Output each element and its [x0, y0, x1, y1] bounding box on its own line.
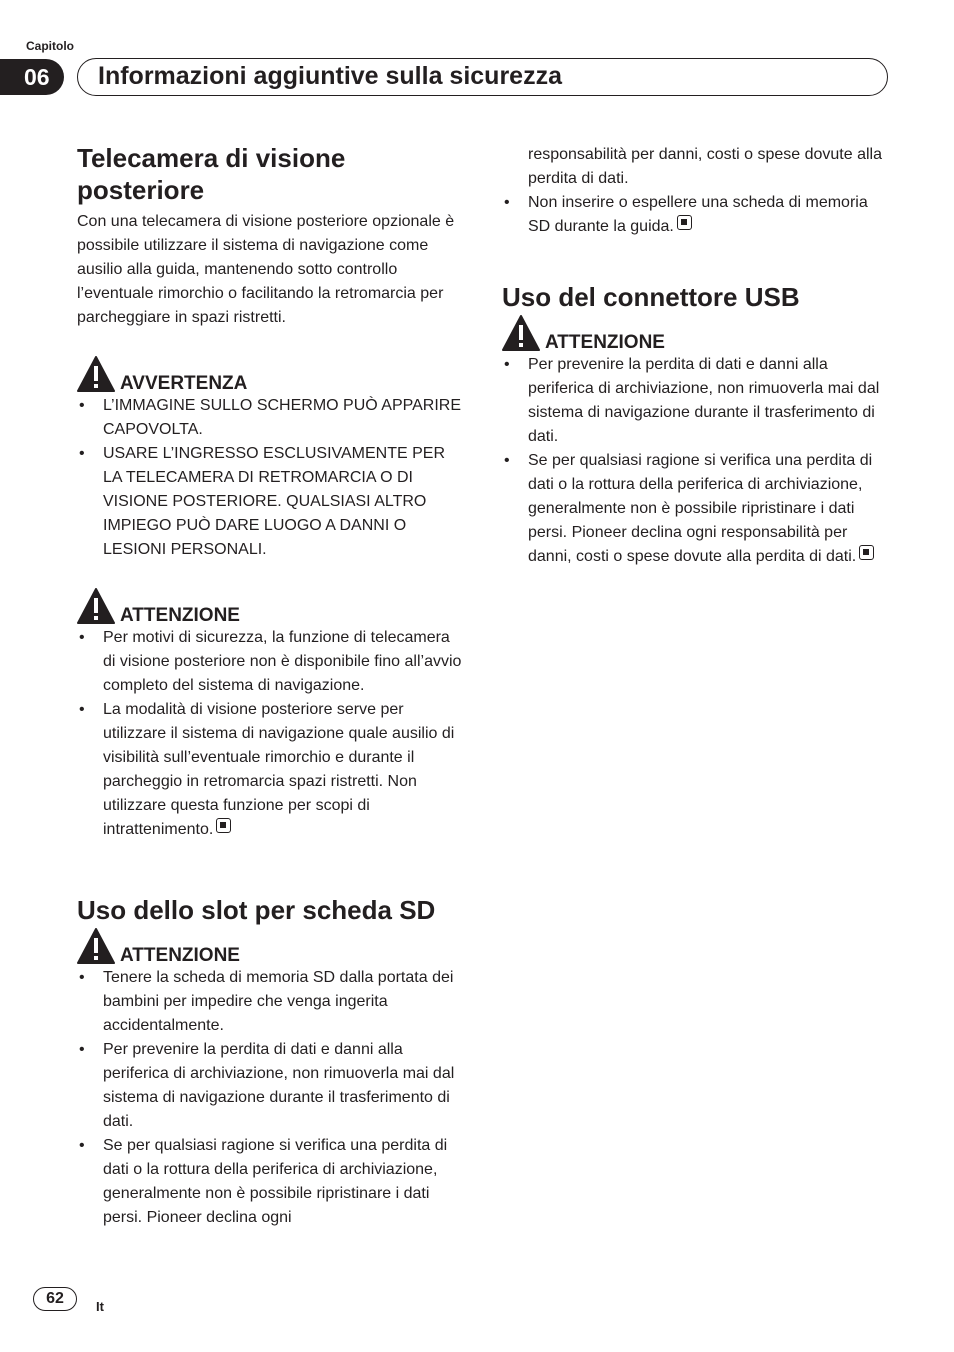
- list-item: • USARE L’INGRESSO ESCLUSIVAMENTE PER LA TELECAMERA DI RETROMARCIA O DI VISIONE POSTERIORE. QUALSIASI ALTRO IMPIEGO PUÒ DARE LUOGO A DANNI O LESIONI PERSONALI.: [77, 442, 465, 562]
- caution-list-continued: [502, 191, 890, 239]
- section-title-rear-camera: Telecamera di visione posteriore: [77, 143, 346, 205]
- warning-header: [77, 356, 465, 394]
- caution-header: [77, 588, 465, 626]
- warning-block: [77, 356, 465, 562]
- chapter-title: Informazioni aggiuntive sulla sicurezza: [77, 58, 888, 96]
- end-mark-icon: [216, 818, 231, 833]
- end-mark-icon: [859, 545, 874, 560]
- warning-triangle-icon: [502, 315, 540, 351]
- language-code: It: [96, 1299, 104, 1314]
- caution-block: [502, 315, 890, 569]
- end-mark-icon: [677, 215, 692, 230]
- caution-list: [77, 626, 465, 842]
- caution-label: ATTENZIONE: [120, 945, 240, 966]
- section-title-sd-slot: Uso dello slot per scheda SD: [77, 895, 436, 925]
- page-number: 62: [33, 1287, 77, 1311]
- list-item-text: Se per qualsiasi ragione si verifica una perdita di dati o la rottura della periferica di archiviazione, generalmente non è possibile ripristinare i dati persi. Pioneer declina ogni responsabilità per danni, costi o spese dovute alla perdita di dati.: [528, 452, 873, 565]
- caution-block: [77, 928, 465, 1230]
- list-item: • Per prevenire la perdita di dati e danni alla periferica di archiviazione, non rimuoverla mai dal sistema di navigazione durante il trasferimento di dati.: [502, 353, 890, 449]
- list-item: • Per motivi di sicurezza, la funzione di telecamera di visione posteriore non è disponibile fino all’avvio completo del sistema di navigazione.: [77, 626, 465, 698]
- chapter-label: Capitolo: [26, 39, 74, 53]
- caution-label: ATTENZIONE: [120, 605, 240, 626]
- caution-block: [77, 588, 465, 842]
- list-item: • Se per qualsiasi ragione si verifica una perdita di dati o la rottura della periferica di archiviazione, generalmente non è possibile ripristinare i dati persi. Pioneer declina ogni: [77, 1134, 465, 1230]
- warning-label: AVVERTENZA: [120, 373, 248, 394]
- list-item: [77, 698, 465, 842]
- caution-label: ATTENZIONE: [545, 332, 665, 353]
- section-title-usb: Uso del connettore USB: [502, 282, 800, 312]
- warning-triangle-icon: [77, 928, 115, 964]
- list-item: • L’IMMAGINE SULLO SCHERMO PUÒ APPARIRE CAPOVOLTA.: [77, 394, 465, 442]
- rear-camera-intro: Con una telecamera di visione posteriore opzionale è possibile utilizzare il sistema di navigazione come ausilio alla guida, mantenendo sotto controllo l’eventuale rimorchio o facilitando la retromarcia per parcheggiare in spazi ristretti.: [77, 213, 455, 326]
- caution-list: [77, 966, 465, 1230]
- list-item: • Tenere la scheda di memoria SD dalla portata dei bambini per impedire che venga ingerita accidentalmente.: [77, 966, 465, 1038]
- warning-list: [77, 394, 465, 562]
- caution-list: [502, 353, 890, 569]
- list-item: [502, 191, 890, 239]
- caution-header: [502, 315, 890, 353]
- left-column: [77, 142, 465, 1230]
- list-item-text: La modalità di visione posteriore serve per utilizzare il sistema di navigazione quale ausilio di visibilità sull’eventuale rimorchio e durante il parcheggio in retromarcia spazi ristretti. Non utilizzare questa funzione per scopi di intrattenimento.: [103, 701, 455, 838]
- list-item-text: Non inserire o espellere una scheda di memoria SD durante la guida.: [528, 194, 868, 235]
- list-item: • Per prevenire la perdita di dati e danni alla periferica di archiviazione, non rimuoverla mai dal sistema di navigazione durante il trasferimento di dati.: [77, 1038, 465, 1134]
- chapter-number: 06: [0, 59, 64, 95]
- list-item: [502, 449, 890, 569]
- warning-triangle-icon: [77, 588, 115, 624]
- right-column: [502, 143, 890, 569]
- caution-header: [77, 928, 465, 966]
- warning-triangle-icon: [77, 356, 115, 392]
- continued-text: responsabilità per danni, costi o spese dovute alla perdita di dati.: [528, 146, 882, 187]
